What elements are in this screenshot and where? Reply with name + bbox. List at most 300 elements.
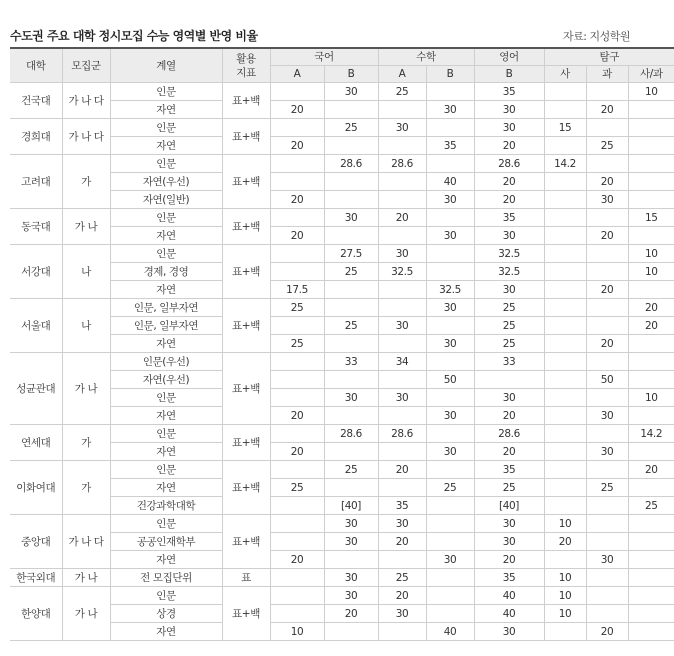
table-row: [10, 407, 674, 425]
ratio-cell: 25: [474, 335, 544, 353]
ratio-cell: 28.6: [474, 155, 544, 173]
ratio-cell: [270, 317, 324, 335]
ratio-cell: 30: [378, 245, 426, 263]
ratio-cell: 10: [544, 605, 586, 623]
ratio-cell: 30: [378, 515, 426, 533]
header-korean: 국어: [270, 48, 378, 66]
ratio-cell: [628, 173, 674, 191]
ratio-cell: [270, 569, 324, 587]
ratio-cell: 30: [474, 227, 544, 245]
ratio-cell: 20: [378, 209, 426, 227]
ratio-cell: [426, 83, 474, 101]
ratio-cell: [544, 83, 586, 101]
table-row: [10, 443, 674, 461]
table-row: [10, 389, 674, 407]
ratio-cell: 30: [426, 407, 474, 425]
ratio-cell: [270, 353, 324, 371]
ratio-cell: 30: [474, 389, 544, 407]
ratio-cell: 28.6: [378, 155, 426, 173]
ratio-cell: 35: [474, 209, 544, 227]
ratio-cell: 25: [474, 299, 544, 317]
ratio-cell: [586, 263, 628, 281]
ratio-cell: 35: [426, 137, 474, 155]
ratio-cell: 30: [586, 191, 628, 209]
table-body: [10, 83, 674, 641]
ratio-cell: [544, 191, 586, 209]
ratio-cell: [426, 605, 474, 623]
ratio-cell: 30: [426, 443, 474, 461]
track-cell: 인문: [110, 461, 222, 479]
ratio-cell: 35: [474, 569, 544, 587]
ratio-cell: [544, 443, 586, 461]
track-cell: 인문: [110, 83, 222, 101]
admission-group: 가: [62, 155, 110, 209]
table-row: [10, 371, 674, 389]
ratio-cell: [586, 515, 628, 533]
ratio-cell: [378, 137, 426, 155]
ratio-cell: [270, 533, 324, 551]
ratio-cell: [426, 245, 474, 263]
table-row: [10, 101, 674, 119]
table-row: [10, 227, 674, 245]
ratio-cell: 32.5: [474, 263, 544, 281]
ratio-cell: 20: [586, 101, 628, 119]
ratio-cell: 35: [474, 461, 544, 479]
ratio-cell: [628, 623, 674, 641]
ratio-cell: [628, 605, 674, 623]
ratio-cell: 33: [474, 353, 544, 371]
university-name: 중앙대: [10, 515, 62, 569]
ratio-cell: [628, 191, 674, 209]
ratio-cell: [426, 155, 474, 173]
ratio-cell: [586, 209, 628, 227]
ratio-cell: 30: [426, 191, 474, 209]
university-name: 한국외대: [10, 569, 62, 587]
ratio-cell: 32.5: [378, 263, 426, 281]
ratio-cell: [628, 227, 674, 245]
ratio-cell: [628, 137, 674, 155]
ratio-cell: 30: [378, 605, 426, 623]
ratio-cell: [544, 227, 586, 245]
track-cell: 자연(우선): [110, 371, 222, 389]
ratio-cell: [378, 407, 426, 425]
ratio-cell: [426, 497, 474, 515]
ratio-cell: [628, 119, 674, 137]
ratio-cell: [544, 173, 586, 191]
ratio-cell: [586, 425, 628, 443]
index-cell: 표+백: [222, 299, 270, 353]
ratio-cell: [324, 335, 378, 353]
ratio-cell: [628, 479, 674, 497]
track-cell: 인문: [110, 389, 222, 407]
table-row: [10, 551, 674, 569]
table-row: [10, 191, 674, 209]
admission-group: 가: [62, 425, 110, 461]
ratio-cell: [628, 155, 674, 173]
ratio-cell: 30: [586, 551, 628, 569]
ratio-cell: [628, 569, 674, 587]
ratio-cell: [270, 515, 324, 533]
header-sub: B: [324, 66, 378, 83]
ratio-cell: [270, 245, 324, 263]
table-row: [10, 461, 674, 479]
table-row: [10, 155, 674, 173]
ratio-cell: 32.5: [426, 281, 474, 299]
table-row: [10, 245, 674, 263]
ratio-cell: 30: [324, 569, 378, 587]
ratio-cell: [586, 587, 628, 605]
ratio-cell: 25: [474, 479, 544, 497]
table-row: [10, 425, 674, 443]
table-row: [10, 605, 674, 623]
ratio-cell: [586, 605, 628, 623]
ratio-cell: 20: [270, 227, 324, 245]
ratio-cell: [426, 119, 474, 137]
ratio-cell: [544, 623, 586, 641]
ratio-cell: [378, 227, 426, 245]
ratio-cell: [544, 335, 586, 353]
ratio-cell: 40: [474, 587, 544, 605]
ratio-cell: [544, 425, 586, 443]
ratio-cell: [426, 209, 474, 227]
ratio-cell: 20: [378, 533, 426, 551]
track-cell: 자연: [110, 443, 222, 461]
track-cell: 공공인재학부: [110, 533, 222, 551]
ratio-cell: [628, 353, 674, 371]
ratio-cell: [544, 245, 586, 263]
university-name: 서울대: [10, 299, 62, 353]
university-name: 서강대: [10, 245, 62, 299]
ratio-cell: [544, 317, 586, 335]
ratio-cell: 35: [474, 83, 544, 101]
ratio-cell: 30: [426, 299, 474, 317]
track-cell: 인문: [110, 155, 222, 173]
ratio-cell: [426, 353, 474, 371]
ratio-cell: 20: [474, 443, 544, 461]
ratio-cell: 14.2: [628, 425, 674, 443]
table-row: [10, 587, 674, 605]
ratio-cell: [544, 497, 586, 515]
table-row: [10, 569, 674, 587]
ratio-cell: 25: [628, 497, 674, 515]
ratio-cell: [270, 497, 324, 515]
ratio-cell: 25: [270, 335, 324, 353]
ratio-cell: 15: [628, 209, 674, 227]
header-math: 수학: [378, 48, 474, 66]
table-row: [10, 119, 674, 137]
ratio-cell: [40]: [324, 497, 378, 515]
ratio-cell: [270, 119, 324, 137]
track-cell: 인문: [110, 425, 222, 443]
ratio-cell: [544, 263, 586, 281]
admission-group: 가 나 다: [62, 83, 110, 119]
ratio-cell: 30: [324, 389, 378, 407]
header-english: 영어: [474, 48, 544, 66]
ratio-cell: 30: [474, 623, 544, 641]
ratio-cell: [628, 101, 674, 119]
ratio-cell: 20: [586, 281, 628, 299]
table-row: [10, 137, 674, 155]
table-row: [10, 533, 674, 551]
ratio-cell: 30: [324, 587, 378, 605]
ratio-cell: 30: [426, 551, 474, 569]
ratio-cell: [586, 461, 628, 479]
ratio-cell: [544, 299, 586, 317]
ratio-cell: [628, 551, 674, 569]
ratio-cell: 30: [426, 227, 474, 245]
ratio-cell: 10: [628, 389, 674, 407]
ratio-cell: 15: [544, 119, 586, 137]
ratio-cell: [426, 533, 474, 551]
ratio-cell: 25: [378, 569, 426, 587]
header-index-label: 활용 지표: [236, 52, 256, 79]
ratio-cell: [544, 479, 586, 497]
header-sub: 과: [586, 66, 628, 83]
ratio-cell: [378, 371, 426, 389]
ratio-cell: 20: [270, 101, 324, 119]
ratio-cell: [544, 461, 586, 479]
ratio-cell: 25: [474, 317, 544, 335]
source-note: 자료: 지성학원: [563, 30, 630, 43]
ratio-cell: 20: [270, 191, 324, 209]
index-cell: 표+백: [222, 353, 270, 425]
ratio-cell: 25: [324, 119, 378, 137]
ratio-cell: 30: [426, 101, 474, 119]
track-cell: 인문(우선): [110, 353, 222, 371]
header-sub: B: [426, 66, 474, 83]
ratio-cell: [270, 461, 324, 479]
track-cell: 전 모집단위: [110, 569, 222, 587]
ratio-cell: [270, 371, 324, 389]
ratio-cell: 10: [544, 587, 586, 605]
ratio-cell: 10: [270, 623, 324, 641]
ratio-cell: [324, 101, 378, 119]
ratio-cell: 50: [426, 371, 474, 389]
ratio-cell: 20: [474, 191, 544, 209]
ratio-cell: 20: [270, 137, 324, 155]
ratio-cell: 20: [586, 335, 628, 353]
ratio-cell: [586, 83, 628, 101]
ratio-cell: [324, 443, 378, 461]
ratio-cell: 25: [324, 263, 378, 281]
ratio-cell: 30: [426, 335, 474, 353]
ratio-cell: [426, 425, 474, 443]
university-name: 건국대: [10, 83, 62, 119]
ratio-cell: [324, 137, 378, 155]
ratio-cell: [324, 227, 378, 245]
table-row: [10, 299, 674, 317]
header-group: 모집군: [62, 48, 110, 83]
admission-group: 가 나: [62, 209, 110, 245]
ratio-cell: 20: [474, 173, 544, 191]
index-cell: 표+백: [222, 587, 270, 641]
ratio-cell: [544, 281, 586, 299]
ratio-cell: [270, 173, 324, 191]
table-row: [10, 623, 674, 641]
ratio-cell: 30: [324, 209, 378, 227]
ratio-cell: 20: [378, 587, 426, 605]
university-name: 한양대: [10, 587, 62, 641]
ratio-cell: [586, 497, 628, 515]
table-row: [10, 479, 674, 497]
ratio-cell: 20: [586, 173, 628, 191]
ratio-cell: 25: [426, 479, 474, 497]
ratio-cell: [270, 425, 324, 443]
ratio-cell: 20: [270, 551, 324, 569]
ratio-cell: 50: [586, 371, 628, 389]
ratio-cell: 40: [474, 605, 544, 623]
university-name: 고려대: [10, 155, 62, 209]
university-name: 연세대: [10, 425, 62, 461]
ratio-cell: [544, 551, 586, 569]
track-cell: 자연: [110, 281, 222, 299]
ratio-cell: [544, 389, 586, 407]
ratio-cell: 35: [378, 497, 426, 515]
university-name: 이화여대: [10, 461, 62, 515]
index-cell: 표+백: [222, 83, 270, 119]
track-cell: 인문: [110, 587, 222, 605]
track-cell: 인문, 일부자연: [110, 299, 222, 317]
track-cell: 건강과학대학: [110, 497, 222, 515]
header-sub: A: [378, 66, 426, 83]
ratio-cell: 30: [378, 119, 426, 137]
ratio-cell: [40]: [474, 497, 544, 515]
ratio-cell: [324, 173, 378, 191]
ratio-cell: 40: [426, 623, 474, 641]
table-header: [10, 48, 674, 83]
ratio-cell: [324, 299, 378, 317]
ratio-cell: [628, 443, 674, 461]
index-cell: 표+백: [222, 515, 270, 569]
ratio-cell: 30: [474, 281, 544, 299]
page-title: 수도권 주요 대학 정시모집 수능 영역별 반영 비율: [10, 29, 258, 43]
university-name: 동국대: [10, 209, 62, 245]
ratio-cell: [378, 479, 426, 497]
track-cell: 인문: [110, 209, 222, 227]
ratio-cell: 14.2: [544, 155, 586, 173]
ratio-cell: 10: [544, 515, 586, 533]
ratio-cell: 25: [378, 83, 426, 101]
track-cell: 자연: [110, 407, 222, 425]
track-cell: 자연: [110, 623, 222, 641]
index-cell: 표+백: [222, 425, 270, 461]
ratio-cell: [270, 605, 324, 623]
ratio-cell: [586, 317, 628, 335]
header-inquiry: 탐구: [544, 48, 674, 66]
index-cell: 표: [222, 569, 270, 587]
ratio-cell: [270, 209, 324, 227]
track-cell: 자연: [110, 479, 222, 497]
ratio-cell: [270, 587, 324, 605]
ratio-cell: [628, 407, 674, 425]
table-row: [10, 317, 674, 335]
ratio-cell: [628, 281, 674, 299]
header-sub: 사: [544, 66, 586, 83]
ratio-cell: 20: [586, 227, 628, 245]
ratio-cell: [586, 569, 628, 587]
ratio-cell: 10: [628, 263, 674, 281]
ratio-cell: [628, 371, 674, 389]
ratio-cell: [324, 479, 378, 497]
track-cell: 자연: [110, 551, 222, 569]
ratio-cell: 40: [426, 173, 474, 191]
ratio-cell: [324, 623, 378, 641]
header-track: 계열: [110, 48, 222, 83]
ratio-cell: [586, 389, 628, 407]
ratio-cell: [586, 119, 628, 137]
ratio-cell: 20: [544, 533, 586, 551]
ratio-cell: 25: [324, 461, 378, 479]
ratio-cell: [426, 317, 474, 335]
ratio-cell: [426, 461, 474, 479]
table-row: [10, 515, 674, 533]
ratio-cell: [586, 353, 628, 371]
ratio-cell: [544, 353, 586, 371]
track-cell: 인문: [110, 245, 222, 263]
ratio-cell: 25: [586, 479, 628, 497]
ratio-cell: 20: [474, 407, 544, 425]
table-row: [10, 353, 674, 371]
index-cell: 표+백: [222, 245, 270, 299]
ratio-cell: [586, 245, 628, 263]
ratio-cell: [378, 443, 426, 461]
ratio-cell: 25: [270, 479, 324, 497]
ratio-cell: 30: [474, 101, 544, 119]
ratio-cell: 34: [378, 353, 426, 371]
ratio-cell: [474, 371, 544, 389]
table-row: [10, 281, 674, 299]
admission-ratio-table: [10, 47, 674, 641]
ratio-cell: [378, 335, 426, 353]
track-cell: 자연: [110, 101, 222, 119]
track-cell: 자연: [110, 227, 222, 245]
ratio-cell: [378, 299, 426, 317]
ratio-cell: [544, 407, 586, 425]
ratio-cell: [378, 551, 426, 569]
ratio-cell: [324, 281, 378, 299]
ratio-cell: 10: [628, 245, 674, 263]
ratio-cell: [628, 335, 674, 353]
ratio-cell: [270, 263, 324, 281]
university-name: 성균관대: [10, 353, 62, 425]
ratio-cell: 20: [270, 407, 324, 425]
ratio-cell: 20: [628, 461, 674, 479]
header-sub: A: [270, 66, 324, 83]
ratio-cell: [586, 155, 628, 173]
ratio-cell: 30: [474, 119, 544, 137]
track-cell: 자연(일반): [110, 191, 222, 209]
admission-group: 가 나 다: [62, 119, 110, 155]
ratio-cell: 28.6: [324, 425, 378, 443]
track-cell: 상경: [110, 605, 222, 623]
ratio-cell: [426, 389, 474, 407]
ratio-cell: 10: [628, 83, 674, 101]
ratio-cell: [270, 83, 324, 101]
index-cell: 표+백: [222, 155, 270, 209]
ratio-cell: [324, 551, 378, 569]
ratio-cell: 30: [324, 515, 378, 533]
ratio-cell: 28.6: [324, 155, 378, 173]
university-name: 경희대: [10, 119, 62, 155]
ratio-cell: [544, 371, 586, 389]
ratio-cell: [544, 209, 586, 227]
header-sub: B: [474, 66, 544, 83]
ratio-cell: 30: [378, 389, 426, 407]
ratio-cell: 30: [474, 515, 544, 533]
ratio-cell: [324, 371, 378, 389]
ratio-cell: 28.6: [474, 425, 544, 443]
table-row: [10, 263, 674, 281]
